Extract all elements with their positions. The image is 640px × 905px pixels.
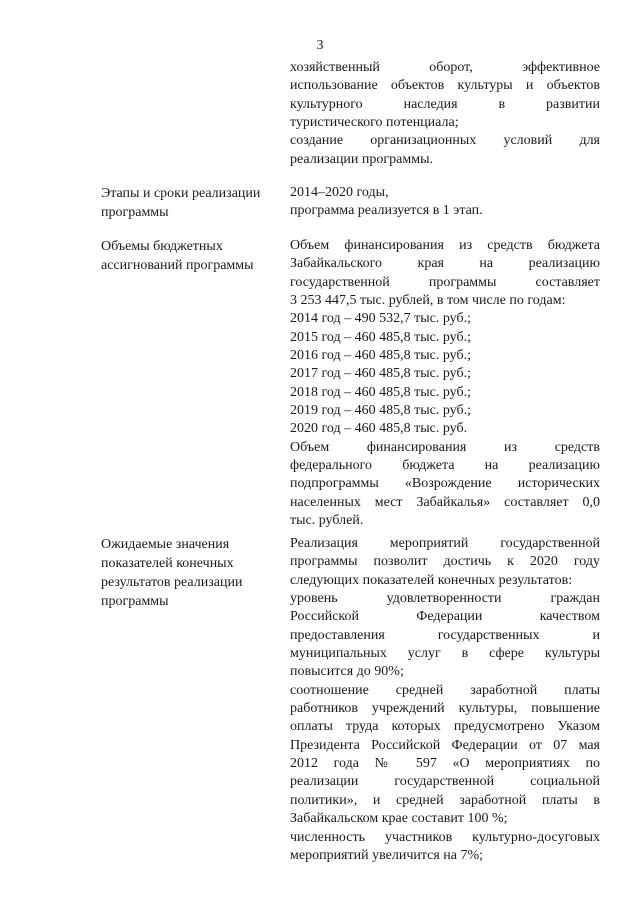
label-line: ассигнований программы: [101, 258, 254, 273]
page-number: 3: [316, 38, 324, 53]
content-line: 2017 год – 460 485,8 тыс. руб.;: [290, 366, 471, 382]
content-line: Забайкальского края на реализацию: [290, 256, 600, 272]
content-line: Реализация мероприятий государственной: [290, 536, 600, 551]
label-line: результатов реализации: [101, 575, 243, 590]
row-1-content: [290, 184, 600, 221]
content-line: реализации программы.: [290, 151, 433, 167]
content-line: Президента Российской Федерации от 07 мая: [290, 737, 600, 753]
content-line: следующих показателей конечных результатов:: [290, 572, 573, 588]
content-line: хозяйственный оборот, эффективное: [290, 60, 600, 75]
content-line: 2018 год – 460 485,8 тыс. руб.;: [290, 384, 471, 400]
row-3-content: [290, 535, 600, 865]
label-line: программы: [101, 594, 169, 609]
row-1-label: [101, 184, 271, 222]
content-line: 2016 год – 460 485,8 тыс. руб.;: [290, 348, 471, 364]
content-line: 3 253 447,5 тыс. рублей, в том числе по годам:: [290, 293, 566, 309]
content-line: Забайкальском крае составит 100 %;: [290, 811, 508, 827]
label-line: Объемы бюджетных: [101, 239, 223, 254]
content-line: 2014–2020 годы,: [290, 185, 389, 200]
content-line: федерального бюджета на реализацию: [290, 458, 600, 474]
content-line: тыс. рублей.: [290, 513, 364, 529]
content-line: программа реализуется в 1 этап.: [290, 203, 483, 219]
label-line: программы: [101, 205, 169, 220]
content-line: 2019 год – 460 485,8 тыс. руб.;: [290, 403, 471, 419]
content-line: муниципальных услуг в сфере культуры: [290, 646, 600, 662]
content-line: Объем финансирования из средств: [290, 439, 600, 455]
row-2-label: [101, 237, 271, 275]
content-line: программы позволит достичь к 2020 году: [290, 554, 600, 570]
content-line: работников учреждений культуры, повышение: [290, 701, 600, 717]
label-line: Ожидаемые значения: [101, 537, 230, 552]
content-line: 2014 год – 490 532,7 тыс. руб.;: [290, 311, 471, 327]
content-line: мероприятий увеличится на 7%;: [290, 847, 484, 863]
row-0-content: [290, 59, 600, 169]
row-2-content: [290, 237, 600, 531]
content-line: населенных мест Забайкалья» составляет 0,0: [290, 494, 600, 510]
content-line: подпрограммы «Возрождение исторических: [290, 476, 600, 492]
content-line: численность участников культурно-досуговых: [290, 829, 600, 845]
row-3-label: [101, 535, 271, 611]
label-line: Этапы и сроки реализации: [101, 186, 261, 201]
content-line: использование объектов культуры и объектов: [290, 78, 600, 94]
content-line: 2020 год – 460 485,8 тыс. руб.: [290, 421, 468, 437]
content-line: политики», и средней заработной платы в: [290, 792, 600, 808]
content-line: 2012 года № 597 «О мероприятиях по: [290, 756, 600, 772]
content-line: государственной программы составляет: [290, 274, 600, 290]
content-line: туристического потенциала;: [290, 115, 459, 131]
content-line: уровень удовлетворенности граждан: [290, 591, 600, 607]
content-line: 2015 год – 460 485,8 тыс. руб.;: [290, 329, 471, 345]
content-line: Объем финансирования из средств бюджета: [290, 238, 600, 253]
content-line: реализации государственной социальной: [290, 774, 600, 790]
content-line: повысится до 90%;: [290, 664, 404, 680]
content-line: Российской Федерации качеством: [290, 609, 600, 625]
label-line: показателей конечных: [101, 556, 234, 571]
content-line: создание организационных условий для: [290, 133, 600, 149]
content-line: соотношение средней заработной платы: [290, 682, 600, 698]
content-line: культурного наследия в развитии: [290, 96, 600, 112]
content-line: предоставления государственных и: [290, 627, 600, 643]
content-line: оплаты труда которых предусмотрено Указом: [290, 719, 600, 735]
